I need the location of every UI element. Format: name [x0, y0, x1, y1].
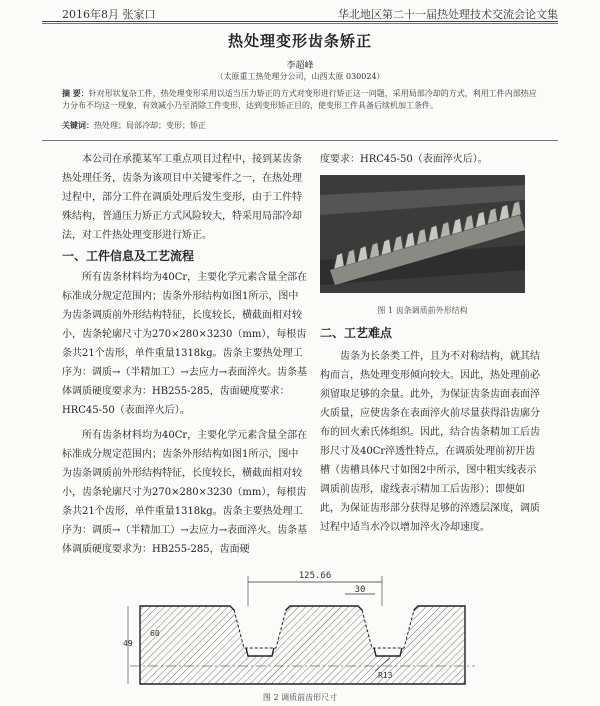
figure-1-caption: 图 1 齿条调质前外形结构 — [377, 306, 468, 315]
abstract — [62, 88, 540, 112]
section-2-paragraph: 齿条为长条类工件，且为不对称结构，就其结构而言，热处理变形倾向较大。因此，热处理前必须留取足够的余量。此外，为保证齿条齿面表面淬火质量，应使齿条在表面淬火前尽量获得沿齿廓分布的回火索氏体组织。因此，结合齿条精加工后齿形尺寸及40Cr淬透性特点，在调质处理前初开齿槽（齿槽具体尺寸如图2中所示，图中粗实线表示调质前齿形，虚线表示精加工后齿形）；即便如此，为保证齿形部分获得足够的淬透层深度，调质过程中适当水冷以增加淬火冷却速度。 — [320, 351, 540, 533]
abstract-rule — [42, 140, 558, 141]
section-1-paragraph-2: 所有齿条材料均为40Cr，主要化学元素含量全部在标准成分规定范围内；齿条外形结构如图1所示，图中为齿条调质前外形结构特征，长度较长，横截面相对较小，齿条轮廓尺寸为270×280×3230（mm），每根齿条共21个齿形，单件重量1318kg。齿条主要热处理工序为：调质→（半精加工）→去应力→表面淬火。齿条基体调质硬度要求为：HB255-285，齿面硬 — [62, 430, 308, 555]
right-column — [320, 324, 540, 537]
keywords-label: 关键词： — [62, 121, 94, 130]
figure-1-rack-image — [320, 175, 525, 293]
figure-2-tooth-profile-drawing — [120, 566, 480, 691]
header-rule — [42, 21, 558, 22]
dim-pitch-label: 125.66 — [298, 571, 332, 581]
left-column — [62, 150, 308, 559]
intro-paragraph: 本公司在承揽某军工重点项目过程中，接到某齿条热处理任务，齿条为该项目中关键零件之一，在热处理过程中，部分工件在调质处理后发生变形，由于工件特殊结构，普通压力矫正方式风险较大，特采用局部冷却法，对工件热处理变形进行矫正。 — [62, 154, 302, 241]
section-1-paragraph-1: 所有齿条材料均为40Cr，主要化学元素含量全部在标准成分规定范围内；齿条外形结构如图1所示，图中为齿条调质前外形结构特征，长度较长，横截面相对较小，齿条轮廓尺寸为270×280×3230（mm），每根齿条共21个齿形，单件重量1318kg。齿条主要热处理工序为：调质→（半精加工）→去应力→表面淬火。齿条基体调质硬度要求为：HB255-285，齿面硬度要求：HRC45-50（表面淬火后）。 — [62, 272, 308, 416]
right-column-top-line: 度要求：HRC45-50（表面淬火后）。 — [320, 154, 488, 165]
dim-left2-label: 60 — [150, 629, 160, 638]
abstract-label: 摘 要： — [62, 89, 89, 98]
header-proceedings-title: 华北地区第二十一届热处理技术交流会论文集 — [338, 8, 558, 21]
dim-left-label: 49 — [123, 639, 133, 648]
figure-2 — [120, 566, 480, 691]
dim-radius-label: R13 — [378, 671, 393, 680]
paper-title: 热处理变形齿条矫正 — [227, 32, 372, 50]
figure-2-caption: 图 2 调质前齿形尺寸 — [262, 693, 338, 702]
author-affiliation: （太原重工热处理分公司，山西太原 030024） — [215, 72, 385, 81]
section-2-heading: 二、工艺难点 — [320, 326, 393, 340]
keywords — [62, 120, 540, 132]
keywords-text: 热处理；局部冷却；变形；矫正 — [94, 121, 206, 130]
section-1-heading: 一、工件信息及工艺流程 — [62, 249, 195, 263]
header-date-location: 2016年8月 张家口 — [62, 8, 156, 21]
header-rule-thin — [42, 23, 558, 24]
figure-1-photo — [320, 175, 525, 293]
abstract-text: 针对形状复杂工件，热处理变形采用以适当压力矫正的方式对变形进行矫正这一问题，采用局部冷却的方式，利用工件内部热应力分布不均这一现象，有效减小乃至消除工件变形，达到变形矫正目的，使变形工件具备后续机加工条件。 — [62, 89, 537, 110]
author-name: 李超峰 — [286, 61, 314, 71]
dim-width-label: 30 — [354, 585, 366, 595]
